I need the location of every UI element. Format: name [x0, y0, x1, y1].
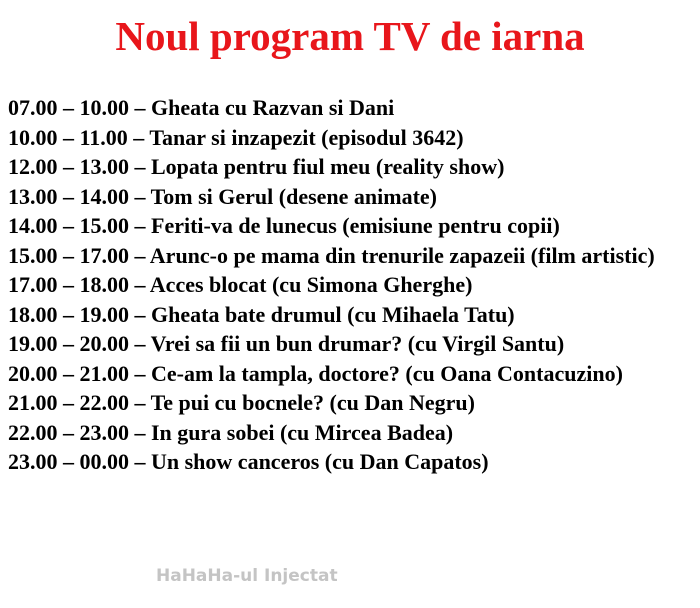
schedule-time: 20.00 – 21.00 –: [8, 360, 146, 386]
schedule-time: 12.00 – 13.00 –: [8, 154, 146, 179]
schedule-item: [8, 329, 698, 359]
schedule-show: Lopata pentru fiul meu (reality show): [151, 154, 505, 179]
page-title: Noul program TV de iarna: [115, 13, 585, 59]
schedule-show: Gheata cu Razvan si Dani: [151, 95, 395, 120]
schedule-item: [8, 93, 698, 123]
schedule-show: Un show canceros (cu Dan Capatos): [151, 449, 489, 474]
schedule-item: [8, 211, 698, 241]
watermark-text: HaHaHa-ul Injectat: [156, 566, 338, 586]
schedule-time: 18.00 – 19.00 –: [8, 301, 146, 327]
schedule-show: Arunc-o pe mama din trenurile zapazeii (film artistic): [149, 242, 655, 268]
schedule-show: Te pui cu bocnele? (cu Dan Negru): [150, 390, 475, 415]
schedule-time: 17.00 – 18.00 –: [8, 272, 146, 297]
schedule-item: [8, 152, 698, 182]
schedule-item: [8, 388, 698, 418]
schedule-item: [8, 300, 698, 330]
schedule-item: [8, 182, 698, 212]
schedule-time: 10.00 – 11.00 –: [8, 124, 145, 150]
schedule-time: 22.00 – 23.00 –: [8, 419, 146, 445]
schedule-item: [8, 447, 698, 477]
schedule-time: 21.00 – 22.00 –: [8, 390, 146, 415]
schedule-show: Feriti-va de lunecus (emisiune pentru copii): [151, 213, 560, 238]
schedule-item: [8, 241, 698, 271]
schedule-time: 13.00 – 14.00 –: [8, 183, 146, 209]
schedule-time: 23.00 – 00.00 –: [8, 449, 146, 474]
schedule-show: Tanar si inzapezit (episodul 3642): [149, 124, 464, 150]
schedule-show: Ce-am la tampla, doctore? (cu Oana Contacuzino): [151, 360, 623, 386]
schedule-time: 15.00 – 17.00 –: [8, 242, 146, 268]
schedule-time: 19.00 – 20.00 –: [8, 331, 146, 356]
schedule-time: 14.00 – 15.00 –: [8, 213, 146, 238]
schedule-show: Tom si Gerul (desene animate): [150, 183, 437, 209]
schedule-item: [8, 359, 698, 389]
schedule-item: [8, 418, 698, 448]
tv-schedule-list: [8, 93, 698, 477]
schedule-show: Acces blocat (cu Simona Gherghe): [149, 272, 473, 297]
schedule-time: 07.00 – 10.00 –: [8, 95, 146, 120]
schedule-item: [8, 123, 698, 153]
schedule-show: Gheata bate drumul (cu Mihaela Tatu): [151, 301, 515, 327]
schedule-item: [8, 270, 698, 300]
schedule-show: Vrei sa fii un bun drumar? (cu Virgil Santu): [150, 331, 565, 356]
schedule-show: In gura sobei (cu Mircea Badea): [151, 419, 454, 445]
